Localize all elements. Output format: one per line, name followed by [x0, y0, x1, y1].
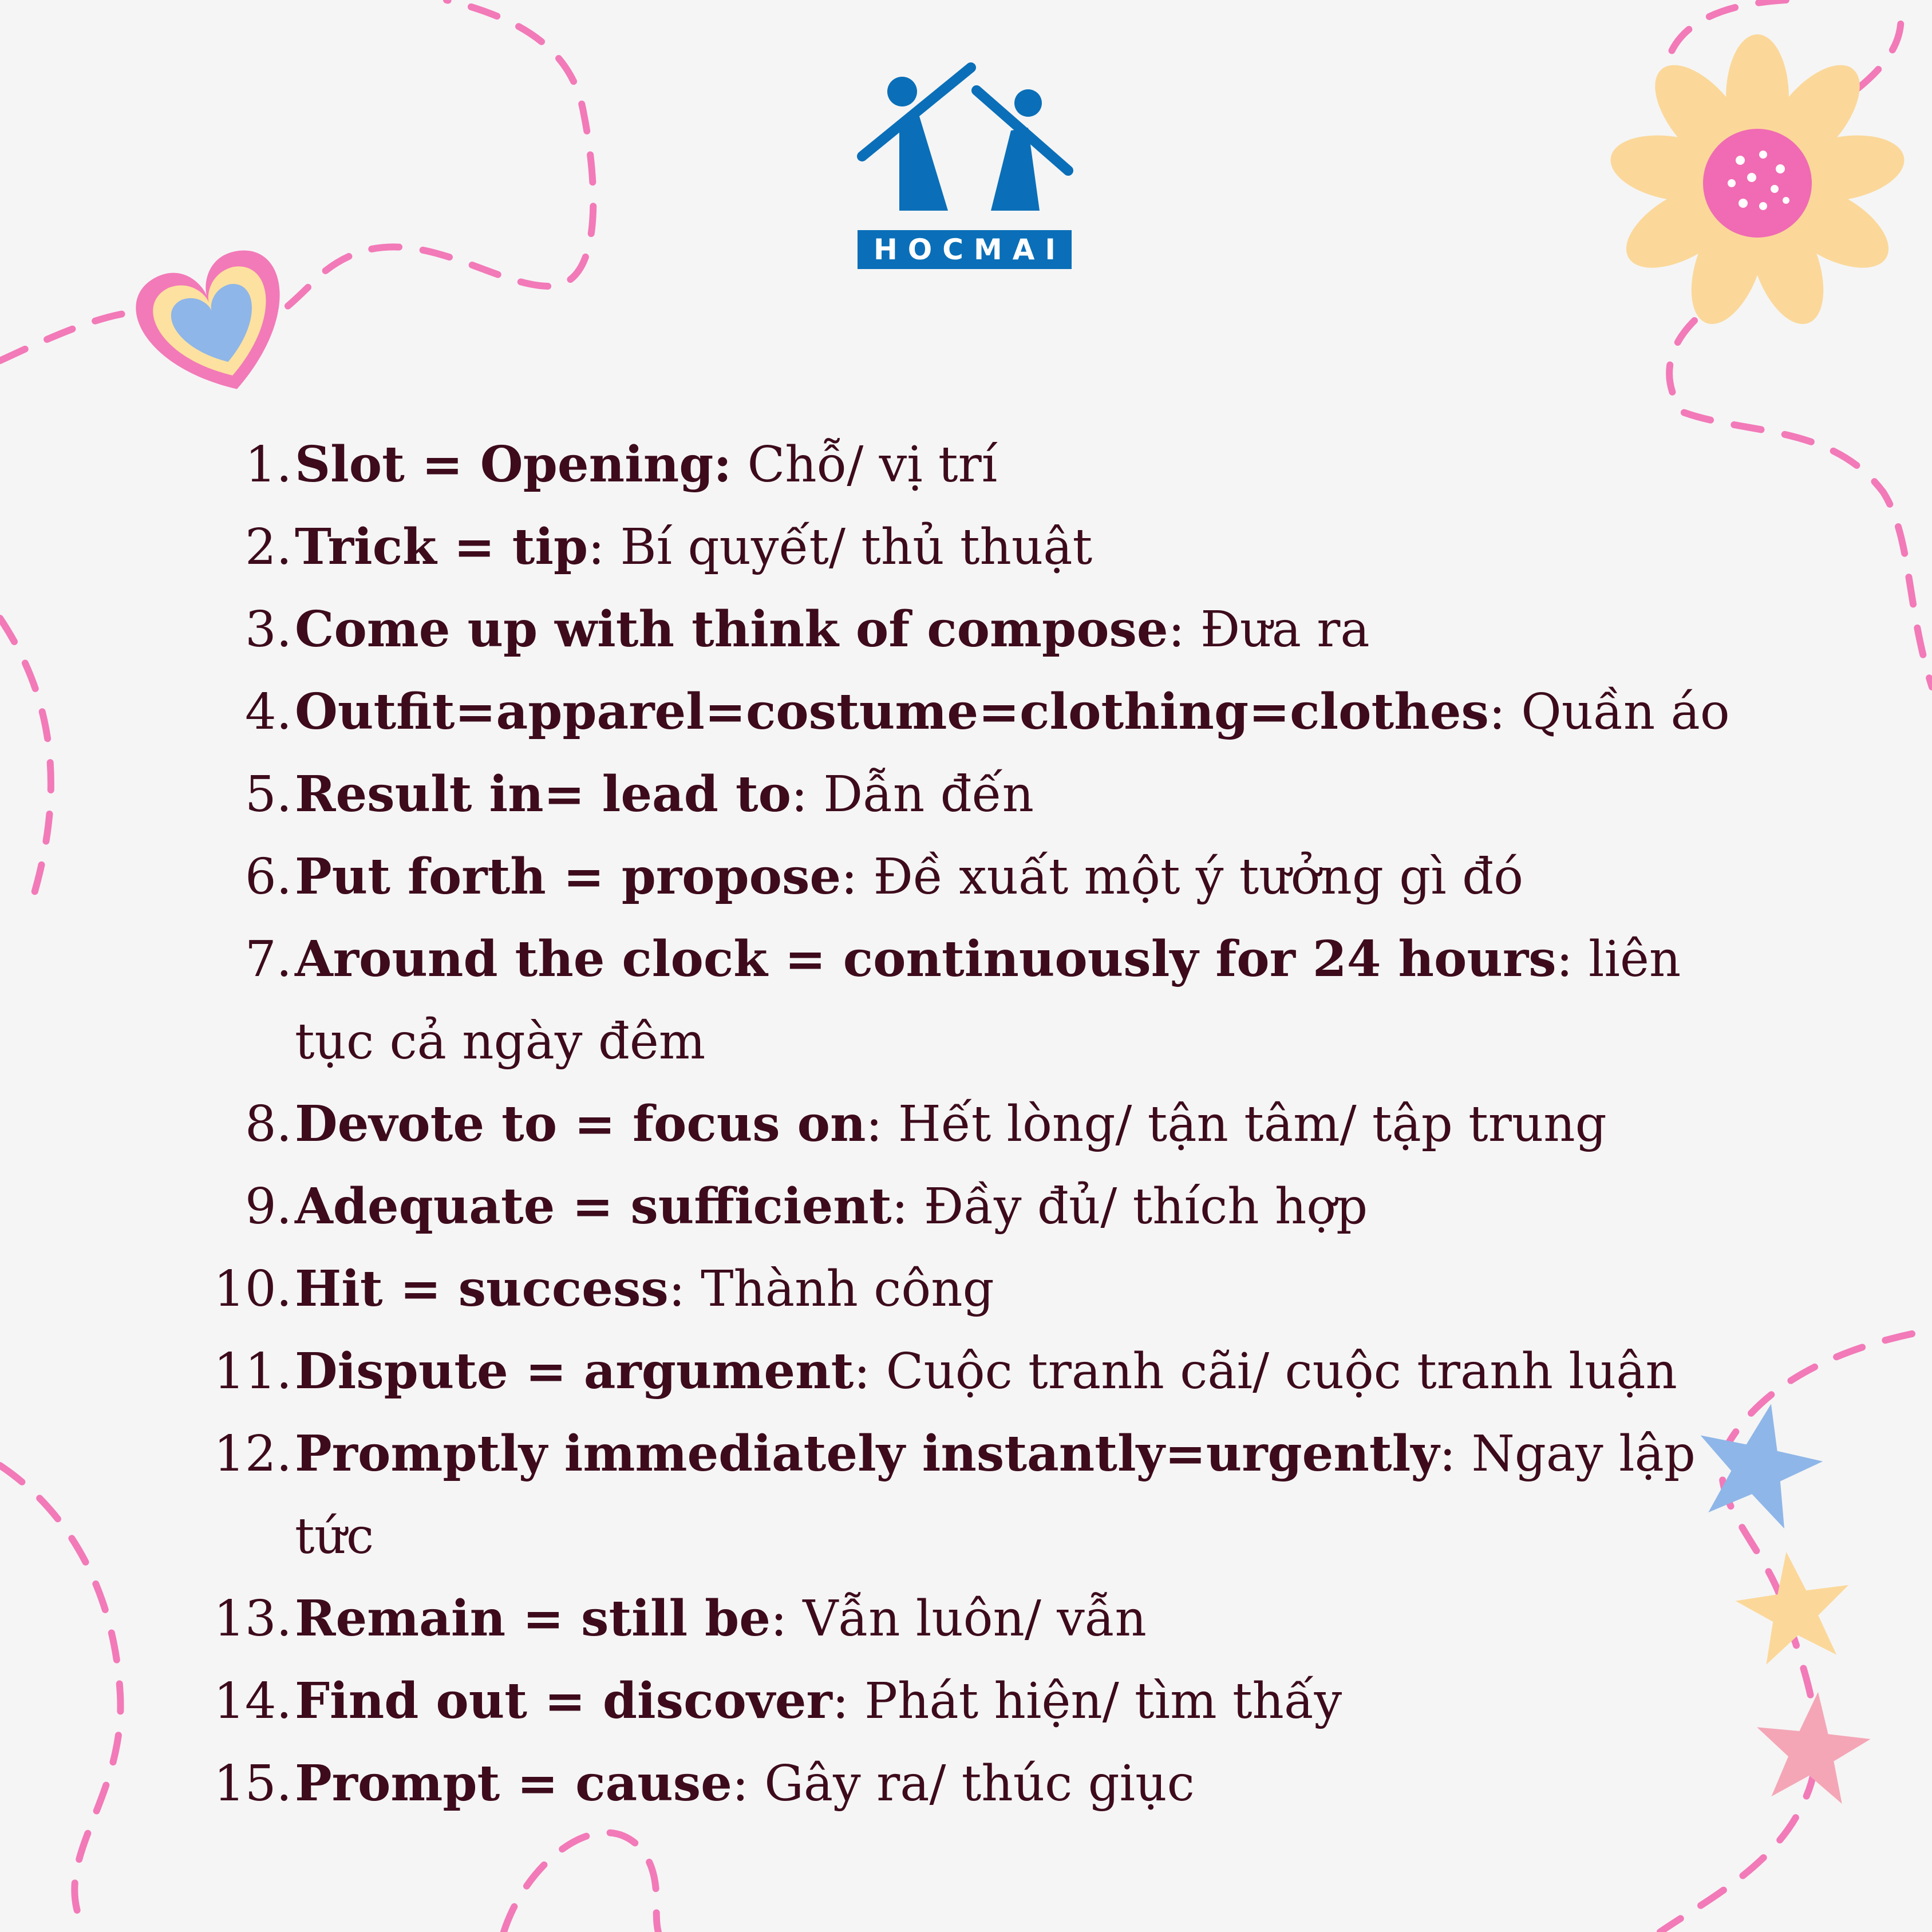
item-number: 5. [244, 766, 292, 823]
list-item [206, 1660, 1752, 1743]
term: Put forth = propose [295, 848, 841, 906]
list-item [206, 424, 1752, 506]
meaning: : liên tục cả ngày đêm [295, 931, 1681, 1070]
term: Promptly immediately instantly=urgently [295, 1425, 1440, 1483]
item-number: 14. [214, 1673, 292, 1730]
item-number: 8. [244, 1096, 292, 1153]
list-item [206, 1165, 1752, 1248]
meaning: : Hết lòng/ tận tâm/ tập trung [866, 1096, 1607, 1153]
list-item [206, 671, 1752, 753]
item-number: 12. [214, 1425, 292, 1483]
term: Slot = Opening: [295, 436, 732, 493]
term: Around the clock = continuously for 24 hours [295, 930, 1556, 988]
term: Prompt = cause [295, 1755, 732, 1812]
meaning: : Ngay lập tức [295, 1425, 1696, 1565]
item-number: 1. [244, 436, 292, 493]
item-number: 11. [214, 1343, 292, 1400]
list-item [206, 836, 1752, 918]
meaning: : Vẫn luôn/ vẫn [770, 1590, 1147, 1647]
list-item [206, 918, 1752, 1083]
term: Hit = success [295, 1260, 669, 1318]
term: Trick = tip [295, 518, 588, 576]
vocabulary-list [206, 424, 1752, 1825]
dashed-line-top-left [0, 0, 593, 361]
meaning: Chỗ/ vị trí [732, 436, 998, 493]
list-item [206, 1248, 1752, 1330]
term: Outfit=apparel=costume=clothing=clothes [295, 683, 1489, 741]
meaning: : Cuộc tranh cãi/ cuộc tranh luận [854, 1343, 1677, 1400]
logo-figures-icon [856, 62, 1074, 228]
item-number: 2. [244, 519, 292, 576]
item-number: 10. [214, 1261, 292, 1318]
hocmai-logo [856, 62, 1074, 271]
list-item [206, 588, 1752, 671]
item-number: 7. [244, 931, 292, 988]
list-item [206, 1083, 1752, 1165]
meaning: : Gây ra/ thúc giục [732, 1755, 1195, 1812]
list-item [206, 506, 1752, 588]
term: Devote to = focus on [295, 1095, 866, 1153]
heart-icon [127, 241, 307, 412]
term: Come up with think of compose [295, 600, 1168, 658]
meaning: : Đưa ra [1168, 601, 1370, 658]
meaning: : Bí quyết/ thủ thuật [588, 519, 1093, 576]
logo-text: HOCMAI [858, 230, 1072, 269]
meaning: : Đầy đủ/ thích hợp [891, 1178, 1368, 1235]
item-number: 9. [244, 1178, 292, 1235]
dashed-line-left [0, 618, 51, 893]
list-item [206, 1578, 1752, 1660]
term: Result in= lead to [295, 765, 791, 823]
meaning: : Phát hiện/ tìm thấy [832, 1673, 1342, 1730]
term: Adequate = sufficient [295, 1178, 892, 1235]
meaning: : Dẫn đến [791, 766, 1034, 823]
item-number: 13. [214, 1590, 292, 1647]
dashed-line-bottom-left [0, 1465, 121, 1932]
list-item [206, 753, 1752, 836]
list-item [206, 1413, 1752, 1578]
item-number: 3. [244, 601, 292, 658]
meaning: : Đề xuất một ý tưởng gì đó [841, 848, 1523, 906]
list-item [206, 1743, 1752, 1825]
dashed-line-bottom [504, 1832, 658, 1932]
term: Remain = still be [295, 1590, 771, 1647]
item-number: 15. [214, 1755, 292, 1812]
item-number: 4. [244, 683, 292, 741]
meaning: : Quần áo [1488, 683, 1730, 741]
term: Find out = discover [295, 1672, 832, 1730]
item-number: 6. [244, 848, 292, 906]
meaning: : Thành công [668, 1261, 994, 1318]
list-item [206, 1330, 1752, 1413]
term: Dispute = argument [295, 1342, 854, 1400]
